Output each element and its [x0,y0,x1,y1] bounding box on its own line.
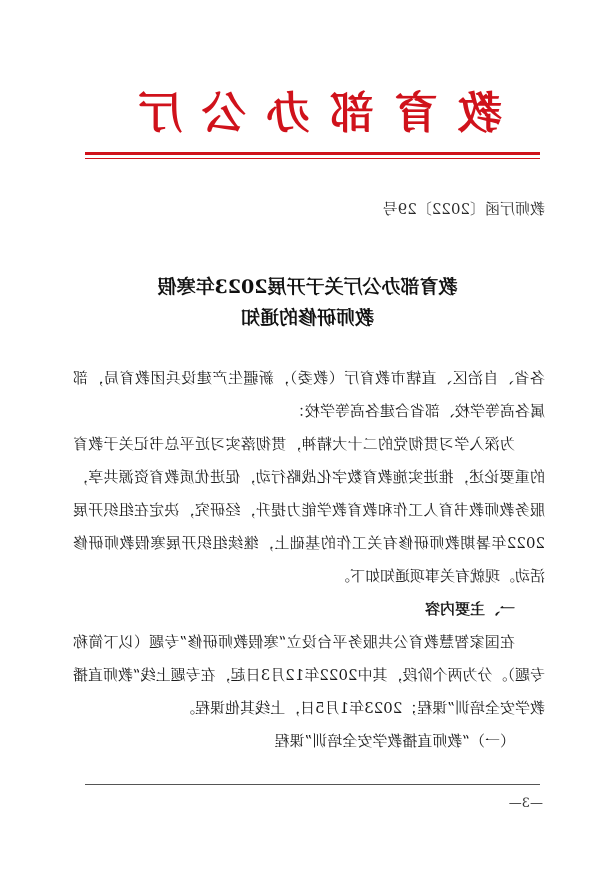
title-line-2: 教师研修的通知 [241,307,375,329]
document-number: 教师厅函〔2022〕29号 [382,200,545,218]
title-line-1: 教育部办公厅关于开展2023年寒假 [157,276,458,298]
masthead-red-rule-thick [85,152,540,155]
masthead-red-rule-thin [85,158,540,159]
addressee-paragraph: 各省、自治区、直辖市教育厅（教委），新疆生产建设兵团教育局，部属各高等学校、部省合建各高等学校： [73,369,545,420]
document-body [73,362,545,758]
page-number: —3— [508,796,543,811]
section-1-heading: 一、主要内容 [424,600,515,618]
subsection-1-heading: （一）“教师直播教学安全培训”课程 [274,732,515,750]
footer-rule [85,784,540,785]
intro-paragraph: 为深入学习贯彻党的二十大精神，贯彻落实习近平总书记关于教育的重要论述，推进实施教育数字化战略行动，促进优质教育资源共享，服务教师教书育人工作和教育教学能力提升，经研究，决定在组织开展2022年暑期教师研修有关工作的基础上，继续组织开展寒假教师研修活动。现就有关事项通知如下。 [73,435,545,585]
masthead-title: 教育部办公厅 [118,88,502,139]
section-1-paragraph: 在国家智慧教育公共服务平台设立“寒假教师研修”专题（以下简称专题）。分为两个阶段，其中2022年12月3日起，在专题上线“教师直播教学安全培训”课程；2023年1月5日，上线其他课程。 [73,633,545,717]
document-title [40,272,575,334]
